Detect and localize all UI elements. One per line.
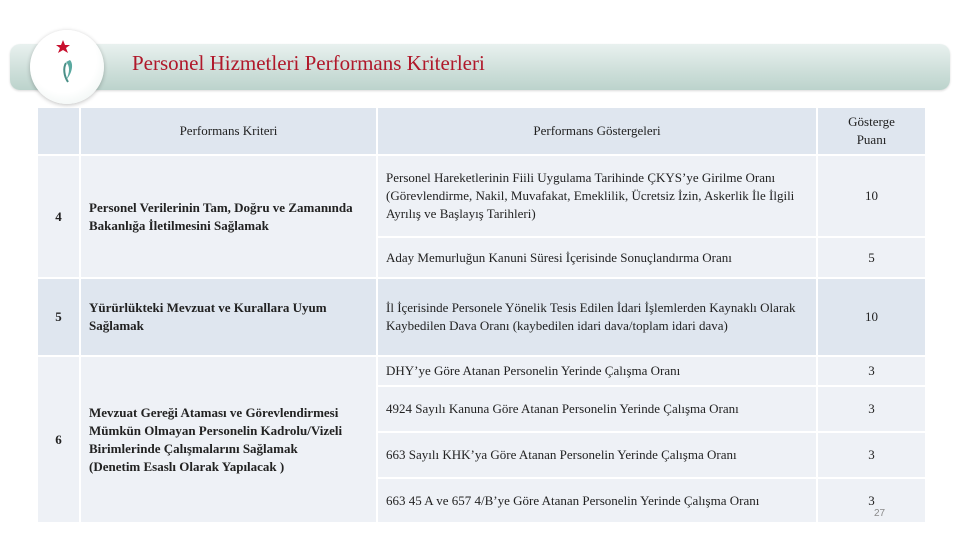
- header-criterion: Performans Kriteri: [81, 108, 376, 154]
- header-no-cell: [38, 108, 79, 154]
- indicator-cell: 663 45 A ve 657 4/B’ye Göre Atanan Personelin Yerinde Çalışma Oranı: [378, 479, 816, 522]
- indicator-cell: DHY’ye Göre Atanan Personelin Yerinde Çalışma Oranı: [378, 357, 816, 385]
- ministry-emblem-icon: [30, 30, 104, 104]
- indicator-cell: 4924 Sayılı Kanuna Göre Atanan Personelin Yerinde Çalışma Oranı: [378, 387, 816, 431]
- row-number: 5: [38, 279, 79, 355]
- score-cell: 10: [818, 279, 925, 355]
- score-cell: 5: [818, 238, 925, 277]
- score-cell: 3: [818, 387, 925, 431]
- header-score: Gösterge Puanı: [818, 108, 925, 154]
- criterion-cell: Yürürlükteki Mevzuat ve Kurallara Uyum Sağlamak: [81, 279, 376, 355]
- score-cell: 3: [818, 357, 925, 385]
- indicator-cell: 663 Sayılı KHK’ya Göre Atanan Personelin Yerinde Çalışma Oranı: [378, 433, 816, 477]
- header-indicator: Performans Göstergeleri: [378, 108, 816, 154]
- criterion-text: Mevzuat Gereği Ataması ve Görevlendirmesi Mümkün Olmayan Personelin Kadrolu/Vizeli Birimlerinde Çalışmalarını Sağlamak: [89, 404, 343, 456]
- performance-criteria-table: [38, 108, 925, 522]
- row-number: 4: [38, 156, 79, 277]
- criterion-note: (Denetim Esaslı Olarak Yapılacak ): [89, 458, 285, 474]
- score-cell: 3: [818, 433, 925, 477]
- page-title: Personel Hizmetleri Performans Kriterleri: [132, 51, 485, 75]
- indicator-cell: İl İçerisinde Personele Yönelik Tesis Edilen İdari İşlemlerden Kaynaklı Olarak Kaybedilen Dava Oranı (kaybedilen idari dava/toplam idari dava): [378, 279, 816, 355]
- page-number: 27: [874, 508, 886, 519]
- score-cell: 3: [818, 479, 925, 522]
- row-number: 6: [38, 357, 79, 522]
- criterion-cell: [81, 357, 376, 522]
- indicator-cell: Personel Hareketlerinin Fiili Uygulama Tarihinde ÇKYS’ye Girilme Oranı (Görevlendirme, Nakil, Muvafakat, Emeklilik, Ücretsiz İzin, Askerlik İle İlgili Ayrılış ve Başlayış Tarihleri): [378, 156, 816, 236]
- criterion-cell: Personel Verilerinin Tam, Doğru ve Zamanında Bakanlığa İletilmesini Sağlamak: [81, 156, 376, 277]
- score-cell: 10: [818, 156, 925, 236]
- indicator-cell: Aday Memurluğun Kanuni Süresi İçerisinde Sonuçlandırma Oranı: [378, 238, 816, 277]
